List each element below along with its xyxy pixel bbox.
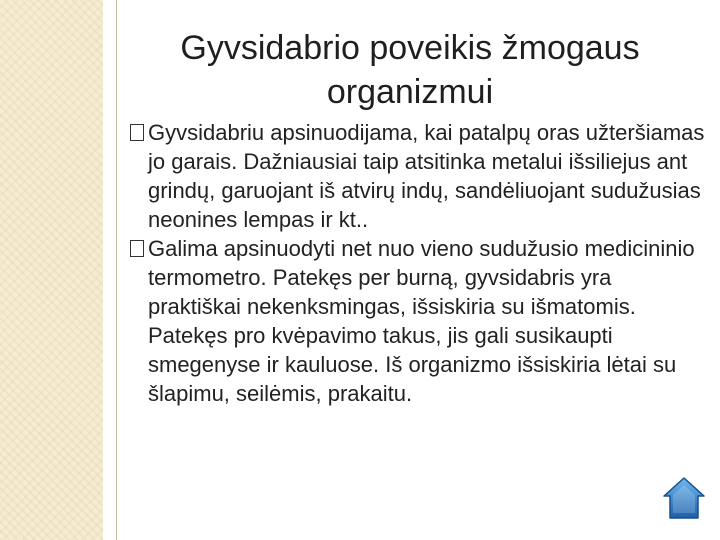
bullet-icon (130, 240, 144, 257)
home-icon (661, 475, 707, 521)
home-nav-button[interactable] (661, 475, 707, 521)
decorative-divider (116, 0, 117, 540)
bullet-icon (130, 124, 144, 141)
bullet-text: Gyvsidabriu apsinuodijama, kai patalpų oras užteršiamas jo garais. Dažniausiai taip atsitinka metalui išsiliejus ant grindų, garuojant iš atvirų indų, sandėliuojant sudužusias neonines lempas ir kt.. (148, 120, 705, 232)
bullet-item (127, 118, 707, 234)
bullet-item (127, 234, 707, 408)
bullet-text: Galima apsinuodyti net nuo vieno sudužusio medicininio termometro. Patekęs per burną, gyvsidabris yra praktiškai nekenksmingas, išsiskiria su išmatomis. Patekęs pro kvėpavimo takus, jis gali susikaupti smegenyse ir kauluose. Iš organizmo išsiskiria lėtai su šlapimu, seilėmis, prakaitu. (148, 236, 695, 406)
slide-title: Gyvsidabrio poveikis žmogaus organizmui (180, 29, 640, 111)
decorative-side-strip (0, 0, 103, 540)
bullet-list (127, 118, 707, 408)
